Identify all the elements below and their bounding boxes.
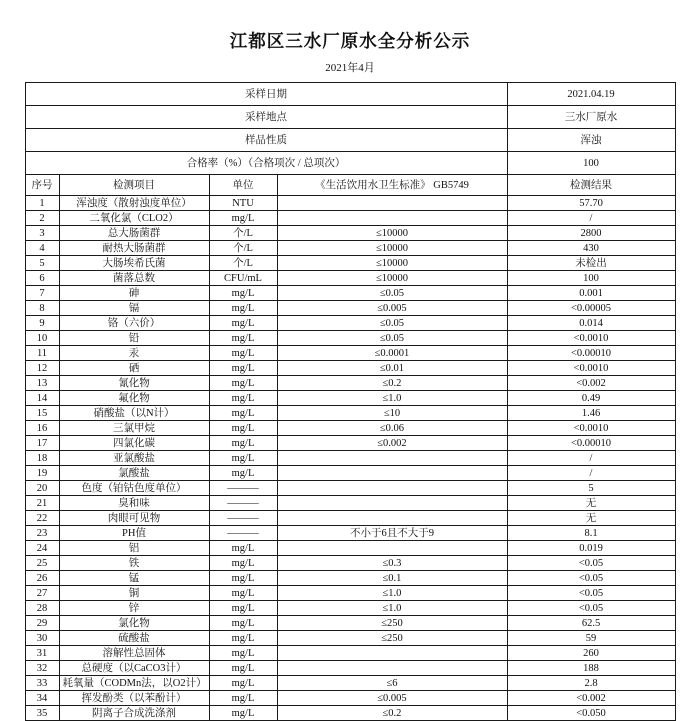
cell-no: 9 [25, 316, 59, 331]
cell-result: <0.002 [507, 376, 675, 391]
cell-unit: mg/L [209, 541, 277, 556]
cell-result: <0.0010 [507, 361, 675, 376]
cell-unit: mg/L [209, 646, 277, 661]
cell-no: 10 [25, 331, 59, 346]
cell-standard: ≤0.05 [277, 331, 507, 346]
cell-standard: ≤10000 [277, 256, 507, 271]
cell-unit: mg/L [209, 316, 277, 331]
table-row [25, 406, 675, 421]
cell-item: 氰化物 [59, 376, 209, 391]
cell-item: 汞 [59, 346, 209, 361]
cell-no: 1 [25, 196, 59, 211]
cell-no: 35 [25, 706, 59, 721]
cell-unit: mg/L [209, 631, 277, 646]
cell-item: 氟化物 [59, 391, 209, 406]
cell-item: 硝酸盐（以N计） [59, 406, 209, 421]
cell-no: 3 [25, 226, 59, 241]
cell-item: PH值 [59, 526, 209, 541]
table-row [25, 361, 675, 376]
cell-item: 溶解性总固体 [59, 646, 209, 661]
cell-standard: ≤0.06 [277, 421, 507, 436]
cell-no: 29 [25, 616, 59, 631]
cell-standard [277, 661, 507, 676]
cell-result: / [507, 211, 675, 226]
cell-unit: mg/L [209, 571, 277, 586]
table-row [25, 376, 675, 391]
table-row [25, 211, 675, 226]
cell-no: 34 [25, 691, 59, 706]
cell-item: 四氯化碳 [59, 436, 209, 451]
table-row [25, 331, 675, 346]
page-subtitle: 2021年4月 [325, 62, 375, 74]
cell-standard [277, 496, 507, 511]
cell-unit: mg/L [209, 706, 277, 721]
table-row [25, 691, 675, 706]
cell-unit: mg/L [209, 616, 277, 631]
cell-no: 27 [25, 586, 59, 601]
cell-unit: mg/L [209, 376, 277, 391]
cell-no: 18 [25, 451, 59, 466]
cell-unit: mg/L [209, 436, 277, 451]
cell-unit: mg/L [209, 601, 277, 616]
cell-item: 浑浊度（散射浊度单位） [59, 196, 209, 211]
cell-unit: ——— [209, 511, 277, 526]
cell-result: 1.46 [507, 406, 675, 421]
table-row [25, 556, 675, 571]
cell-no: 20 [25, 481, 59, 496]
cell-no: 5 [25, 256, 59, 271]
cell-standard [277, 511, 507, 526]
label-sample-nature: 样品性质 [25, 129, 507, 152]
cell-unit: mg/L [209, 406, 277, 421]
cell-standard [277, 541, 507, 556]
cell-result: <0.00010 [507, 436, 675, 451]
cell-unit: NTU [209, 196, 277, 211]
cell-item: 铬（六价） [59, 316, 209, 331]
cell-result: <0.050 [507, 706, 675, 721]
cell-no: 24 [25, 541, 59, 556]
table-row [25, 616, 675, 631]
cell-result: 100 [507, 271, 675, 286]
header-row-sampling-location [25, 106, 675, 129]
cell-item: 硫酸盐 [59, 631, 209, 646]
cell-result: <0.00005 [507, 301, 675, 316]
cell-no: 32 [25, 661, 59, 676]
table-row [25, 631, 675, 646]
cell-result: 0.019 [507, 541, 675, 556]
cell-unit: mg/L [209, 556, 277, 571]
cell-unit: mg/L [209, 661, 277, 676]
column-header-result: 检测结果 [507, 175, 675, 196]
cell-no: 12 [25, 361, 59, 376]
cell-result: 57.70 [507, 196, 675, 211]
cell-no: 23 [25, 526, 59, 541]
cell-item: 总大肠菌群 [59, 226, 209, 241]
cell-result: 430 [507, 241, 675, 256]
cell-no: 30 [25, 631, 59, 646]
cell-result: 62.5 [507, 616, 675, 631]
cell-standard: ≤10000 [277, 271, 507, 286]
table-row [25, 541, 675, 556]
table-row [25, 316, 675, 331]
cell-item: 肉眼可见物 [59, 511, 209, 526]
cell-item: 菌落总数 [59, 271, 209, 286]
table-row [25, 286, 675, 301]
cell-item: 二氧化氯（CLO2） [59, 211, 209, 226]
cell-item: 三氯甲烷 [59, 421, 209, 436]
cell-no: 13 [25, 376, 59, 391]
cell-unit: mg/L [209, 331, 277, 346]
cell-item: 铅 [59, 331, 209, 346]
column-header-item: 检测项目 [59, 175, 209, 196]
cell-standard [277, 646, 507, 661]
cell-no: 21 [25, 496, 59, 511]
cell-result: <0.0010 [507, 421, 675, 436]
table-row [25, 256, 675, 271]
cell-result: 2.8 [507, 676, 675, 691]
cell-standard: 不小于6且不大于9 [277, 526, 507, 541]
table-row [25, 646, 675, 661]
cell-no: 4 [25, 241, 59, 256]
cell-item: 锌 [59, 601, 209, 616]
cell-standard [277, 466, 507, 481]
cell-unit: 个/L [209, 256, 277, 271]
header-row-pass-rate [25, 152, 675, 175]
table-body [25, 83, 675, 721]
cell-unit: mg/L [209, 361, 277, 376]
cell-unit: mg/L [209, 421, 277, 436]
cell-no: 11 [25, 346, 59, 361]
cell-result: 无 [507, 496, 675, 511]
cell-standard: ≤0.05 [277, 316, 507, 331]
cell-item: 色度（铂钴色度单位） [59, 481, 209, 496]
cell-no: 26 [25, 571, 59, 586]
cell-item: 阴离子合成洗涤剂 [59, 706, 209, 721]
cell-result: 0.49 [507, 391, 675, 406]
cell-no: 33 [25, 676, 59, 691]
table-row [25, 436, 675, 451]
value-sample-nature: 浑浊 [507, 129, 675, 152]
table-row [25, 511, 675, 526]
cell-unit: 个/L [209, 226, 277, 241]
cell-item: 铝 [59, 541, 209, 556]
column-header-unit: 单位 [209, 175, 277, 196]
cell-standard: ≤0.1 [277, 571, 507, 586]
cell-no: 28 [25, 601, 59, 616]
cell-item: 总硬度（以CaCO3计） [59, 661, 209, 676]
cell-item: 砷 [59, 286, 209, 301]
table-row [25, 496, 675, 511]
cell-result: <0.05 [507, 571, 675, 586]
cell-standard [277, 481, 507, 496]
table-row [25, 226, 675, 241]
analysis-table [25, 82, 676, 721]
cell-result: 2800 [507, 226, 675, 241]
cell-standard [277, 451, 507, 466]
table-row [25, 526, 675, 541]
cell-unit: mg/L [209, 301, 277, 316]
column-header-standard: 《生活饮用水卫生标准》 GB5749 [277, 175, 507, 196]
cell-result: <0.0010 [507, 331, 675, 346]
table-row [25, 676, 675, 691]
table-row [25, 481, 675, 496]
cell-unit: mg/L [209, 676, 277, 691]
cell-standard: ≤0.2 [277, 376, 507, 391]
cell-unit: mg/L [209, 466, 277, 481]
table-row [25, 451, 675, 466]
page-title: 江都区三水厂原水全分析公示 [229, 31, 471, 51]
cell-result: / [507, 451, 675, 466]
cell-item: 大肠埃希氏菌 [59, 256, 209, 271]
cell-item: 挥发酚类（以苯酚计） [59, 691, 209, 706]
table-row [25, 346, 675, 361]
cell-result: <0.002 [507, 691, 675, 706]
cell-no: 19 [25, 466, 59, 481]
cell-result: / [507, 466, 675, 481]
cell-no: 22 [25, 511, 59, 526]
table-row [25, 466, 675, 481]
cell-standard: ≤0.0001 [277, 346, 507, 361]
cell-result: <0.05 [507, 556, 675, 571]
cell-unit: ——— [209, 481, 277, 496]
table-row [25, 421, 675, 436]
cell-standard: ≤1.0 [277, 391, 507, 406]
cell-result: 0.014 [507, 316, 675, 331]
cell-result: 59 [507, 631, 675, 646]
label-sampling-date: 采样日期 [25, 83, 507, 106]
cell-item: 氯化物 [59, 616, 209, 631]
cell-item: 耐热大肠菌群 [59, 241, 209, 256]
label-pass-rate: 合格率（%）（合格项次 / 总项次） [25, 152, 507, 175]
cell-unit: 个/L [209, 241, 277, 256]
cell-result: 8.1 [507, 526, 675, 541]
cell-standard: ≤0.01 [277, 361, 507, 376]
cell-result: <0.00010 [507, 346, 675, 361]
cell-unit: mg/L [209, 691, 277, 706]
cell-result: 260 [507, 646, 675, 661]
value-sampling-location: 三水厂原水 [507, 106, 675, 129]
cell-standard: ≤6 [277, 676, 507, 691]
cell-item: 锰 [59, 571, 209, 586]
cell-item: 耗氧量（CODMn法，以O2计） [59, 676, 209, 691]
table-row [25, 706, 675, 721]
cell-result: 未检出 [507, 256, 675, 271]
cell-standard: ≤10 [277, 406, 507, 421]
label-sampling-location: 采样地点 [25, 106, 507, 129]
table-row [25, 586, 675, 601]
cell-item: 臭和味 [59, 496, 209, 511]
cell-no: 15 [25, 406, 59, 421]
cell-no: 17 [25, 436, 59, 451]
cell-unit: mg/L [209, 586, 277, 601]
column-header-row [25, 175, 675, 196]
value-pass-rate: 100 [507, 152, 675, 175]
cell-unit: ——— [209, 496, 277, 511]
cell-result: 0.001 [507, 286, 675, 301]
cell-standard: ≤0.005 [277, 691, 507, 706]
cell-result: 188 [507, 661, 675, 676]
cell-unit: mg/L [209, 391, 277, 406]
cell-no: 14 [25, 391, 59, 406]
cell-no: 8 [25, 301, 59, 316]
cell-item: 铁 [59, 556, 209, 571]
table-row [25, 571, 675, 586]
cell-result: <0.05 [507, 586, 675, 601]
cell-standard: ≤0.002 [277, 436, 507, 451]
cell-standard: ≤1.0 [277, 586, 507, 601]
cell-item: 氯酸盐 [59, 466, 209, 481]
cell-standard [277, 196, 507, 211]
cell-standard: ≤10000 [277, 226, 507, 241]
cell-item: 镉 [59, 301, 209, 316]
cell-unit: mg/L [209, 451, 277, 466]
cell-standard: ≤1.0 [277, 601, 507, 616]
table-row [25, 661, 675, 676]
cell-unit: CFU/mL [209, 271, 277, 286]
cell-standard: ≤10000 [277, 241, 507, 256]
cell-standard [277, 211, 507, 226]
header-row-sample-nature [25, 129, 675, 152]
cell-unit: mg/L [209, 211, 277, 226]
cell-no: 31 [25, 646, 59, 661]
cell-unit: mg/L [209, 286, 277, 301]
table-row [25, 196, 675, 211]
document-page [0, 28, 700, 719]
cell-no: 25 [25, 556, 59, 571]
cell-standard: ≤250 [277, 616, 507, 631]
value-sampling-date: 2021.04.19 [507, 83, 675, 106]
cell-unit: mg/L [209, 346, 277, 361]
table-row [25, 601, 675, 616]
cell-standard: ≤0.3 [277, 556, 507, 571]
cell-result: <0.05 [507, 601, 675, 616]
cell-no: 6 [25, 271, 59, 286]
cell-result: 5 [507, 481, 675, 496]
cell-item: 亚氯酸盐 [59, 451, 209, 466]
table-row [25, 271, 675, 286]
cell-standard: ≤0.2 [277, 706, 507, 721]
cell-standard: ≤0.05 [277, 286, 507, 301]
cell-standard: ≤0.005 [277, 301, 507, 316]
cell-no: 16 [25, 421, 59, 436]
cell-item: 铜 [59, 586, 209, 601]
table-row [25, 241, 675, 256]
cell-no: 2 [25, 211, 59, 226]
cell-unit: ——— [209, 526, 277, 541]
table-row [25, 391, 675, 406]
cell-standard: ≤250 [277, 631, 507, 646]
cell-no: 7 [25, 286, 59, 301]
header-row-sampling-date [25, 83, 675, 106]
column-header-no: 序号 [25, 175, 59, 196]
cell-result: 无 [507, 511, 675, 526]
table-row [25, 301, 675, 316]
cell-item: 硒 [59, 361, 209, 376]
